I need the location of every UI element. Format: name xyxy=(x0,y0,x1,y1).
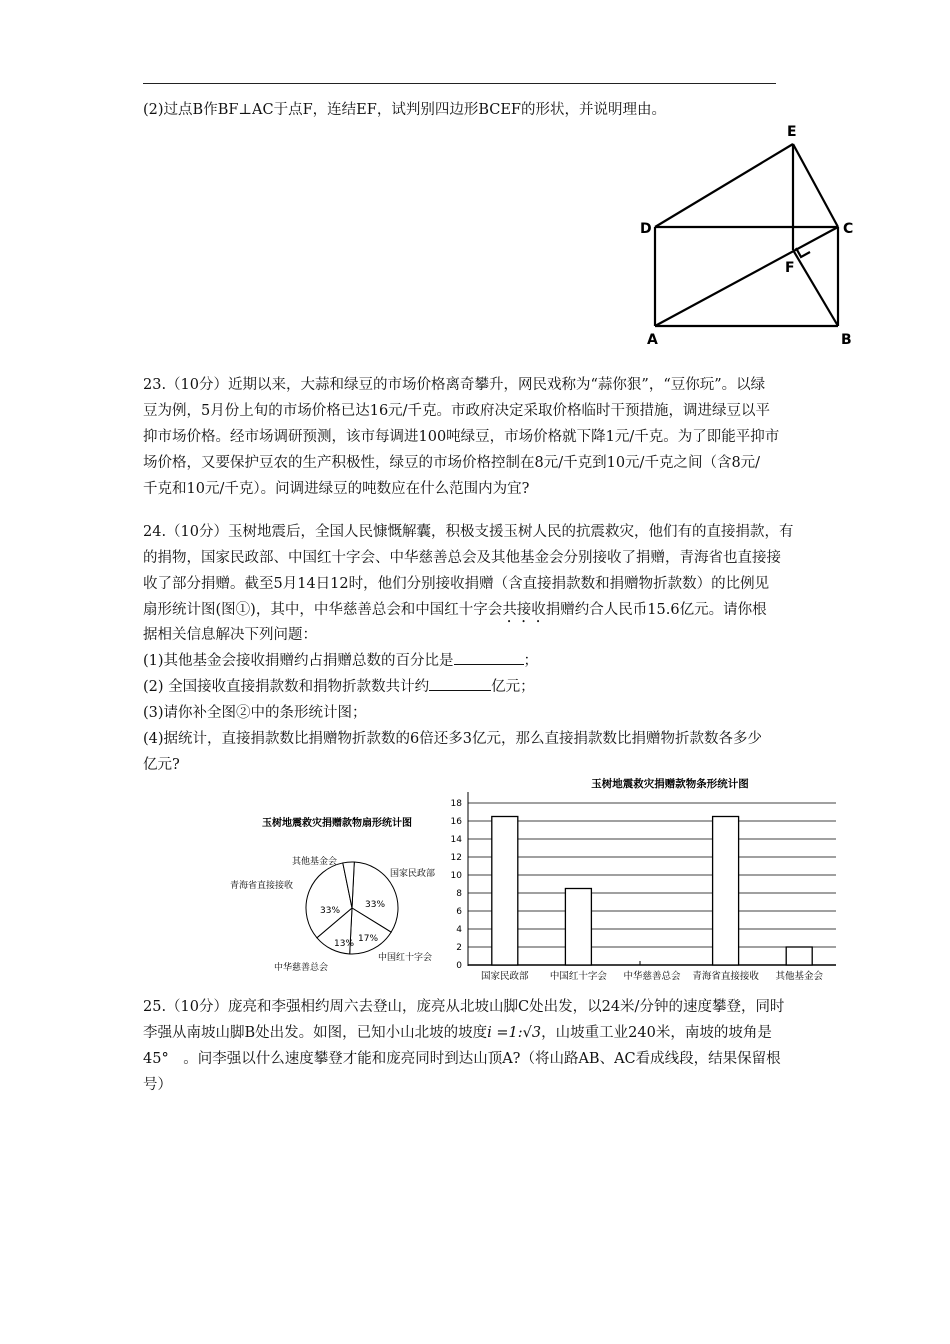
pie-pct-charity: 13% xyxy=(334,939,355,949)
bar-y-tick-label: 14 xyxy=(450,835,462,845)
q25-line-1: 25.（10分）庞亮和李强相约周六去登山，庞亮从北坡山脚C处出发，以24米/分钟的速度攀登，同时 xyxy=(143,999,785,1015)
q24-item-2 xyxy=(143,674,863,700)
bar-5 xyxy=(786,947,812,965)
q23-line-3: 抑市场价格。经市场调研预测，该市每调进100吨绿豆，市场价格就下降1元/千克。为了即能平抑市 xyxy=(143,429,780,445)
q24-emphasis: 共接收 xyxy=(502,602,546,618)
q24-line-3: 收了部分捐赠。截至5月14日12时，他们分别接收捐赠（含直接捐款数和捐赠物折款数）的比例见 xyxy=(143,576,770,592)
pie-title: 玉树地震救灾捐赠款物扇形统计图 xyxy=(262,818,412,829)
q24-item-1-text: (1)其他基金会接收捐赠约占捐赠总数的百分比是 xyxy=(143,653,454,669)
answer-blank-1[interactable] xyxy=(454,649,524,665)
pie-chart xyxy=(222,810,452,980)
bar-y-tick-label: 6 xyxy=(456,907,462,917)
pie-label-redcross: 中国红十字会 xyxy=(378,953,433,963)
bar-x-label-3: 中华慈善总会 xyxy=(623,971,681,982)
q25-line-2-pre: 李强从南坡山脚B处出发。如图，已知小山北坡的坡度 xyxy=(143,1025,488,1041)
label-B: B xyxy=(841,332,852,348)
q25-slope-ratio: i =1:√3 xyxy=(487,1025,542,1041)
geometry-figure xyxy=(630,120,870,350)
q22-part2-text: (2)过点B作BF⊥AC于点F，连结EF，试判别四边形BCEF的形状，并说明理由。 xyxy=(143,102,666,118)
label-E: E xyxy=(787,124,797,140)
pie-label-qinghai: 青海省直接接收 xyxy=(230,881,294,891)
bar-title: 玉树地震救灾捐赠款物条形统计图 xyxy=(591,778,749,790)
q23-paragraph xyxy=(143,372,863,502)
q23-line-4: 场价格，又要保护豆农的生产积极性，绿豆的市场价格控制在8元/千克到10元/千克之间（含8元/ xyxy=(143,455,761,471)
bar-y-tick-label: 0 xyxy=(456,961,462,971)
bar-2 xyxy=(565,889,591,966)
q24-paragraph xyxy=(143,519,863,626)
q25-line-4: 号） xyxy=(143,1077,172,1093)
q23-line-1: 23.（10分）近期以来，大蒜和绿豆的市场价格离奇攀升，网民戏称为“蒜你狠”，“豆你玩”。以绿 xyxy=(143,377,766,393)
q24-item-2-end: 亿元； xyxy=(491,679,535,695)
bar-chart xyxy=(440,774,860,984)
bar-x-label-5: 其他基金会 xyxy=(775,971,823,982)
q25-paragraph xyxy=(143,994,863,1098)
q24-line-4-pre: 扇形统计图(图①)，其中，中华慈善总会和中国红十字会 xyxy=(143,602,503,618)
q24-line-4-post: 捐赠约合人民币15.6亿元。请你根 xyxy=(545,602,767,618)
pie-label-charity: 中华慈善总会 xyxy=(274,963,329,973)
q25-line-2 xyxy=(143,1020,863,1046)
bar-x-label-2: 中国红十字会 xyxy=(549,971,607,982)
q25-line-3: 45° 。问李强以什么速度攀登才能和庞亮同时到达山顶A?（将山路AB、AC看成线段，结果保留根 xyxy=(143,1051,781,1067)
header-rule xyxy=(143,83,776,84)
bar-y-tick-label: 8 xyxy=(456,889,462,899)
bar-y-tick-label: 16 xyxy=(450,817,462,827)
q24-item-4b: 亿元? xyxy=(143,757,180,773)
bar-y-tick-label: 18 xyxy=(450,799,462,809)
q24-item-1 xyxy=(143,648,863,674)
bar-y-tick-label: 12 xyxy=(450,853,462,863)
q24-item-2-text: (2) 全国接收直接捐款数和捐物折款数共计约 xyxy=(143,679,430,695)
pie-pct-redcross: 17% xyxy=(358,934,379,944)
q24-item-4a: (4)据统计，直接捐款数比捐赠物折款数的6倍还多3亿元，那么直接捐款数比捐赠物折款数各多少 xyxy=(143,731,762,747)
q24-item-3: (3)请你补全图②中的条形统计图； xyxy=(143,705,367,721)
q24-questions xyxy=(143,622,863,778)
bar-y-tick-label: 10 xyxy=(450,871,462,881)
pie-label-mca: 国家民政部 xyxy=(390,869,436,879)
q25-line-2-post: ，山坡重工业240米，南坡的坡角是 xyxy=(541,1025,772,1041)
bar-1 xyxy=(492,817,518,966)
q24-line-2: 的捐物，国家民政部、中国红十字会、中华慈善总会及其他基金会分别接收了捐赠，青海省也直接接 xyxy=(143,550,781,566)
q24-item-1-end: ； xyxy=(523,653,539,669)
bar-y-tick-label: 2 xyxy=(456,943,462,953)
bar-4 xyxy=(713,817,739,966)
pie-label-other: 其他基金会 xyxy=(292,857,338,867)
pie-pct-qinghai: 33% xyxy=(320,906,341,916)
label-D: D xyxy=(640,221,652,237)
q24-line-5: 据相关信息解决下列问题： xyxy=(143,627,317,643)
q24-line-1: 24.（10分）玉树地震后，全国人民慷慨解囊，积极支援玉树人民的抗震救灾，他们有的直接捐款，有 xyxy=(143,524,794,540)
q23-line-5: 千克和10元/千克）。问调进绿豆的吨数应在什么范围内为宜? xyxy=(143,481,530,497)
pie-pct-mca: 33% xyxy=(365,900,386,910)
bar-x-label-1: 国家民政部 xyxy=(481,971,529,982)
label-F: F xyxy=(785,260,795,276)
q23-line-2: 豆为例，5月份上旬的市场价格已达16元/千克。市政府决定采取价格临时干预措施，调进绿豆以平 xyxy=(143,403,771,419)
label-A: A xyxy=(647,332,658,348)
bar-y-tick-label: 4 xyxy=(456,925,462,935)
answer-blank-2[interactable] xyxy=(429,675,491,691)
bar-x-label-4: 青海省直接接收 xyxy=(692,971,759,982)
label-C: C xyxy=(843,221,854,237)
